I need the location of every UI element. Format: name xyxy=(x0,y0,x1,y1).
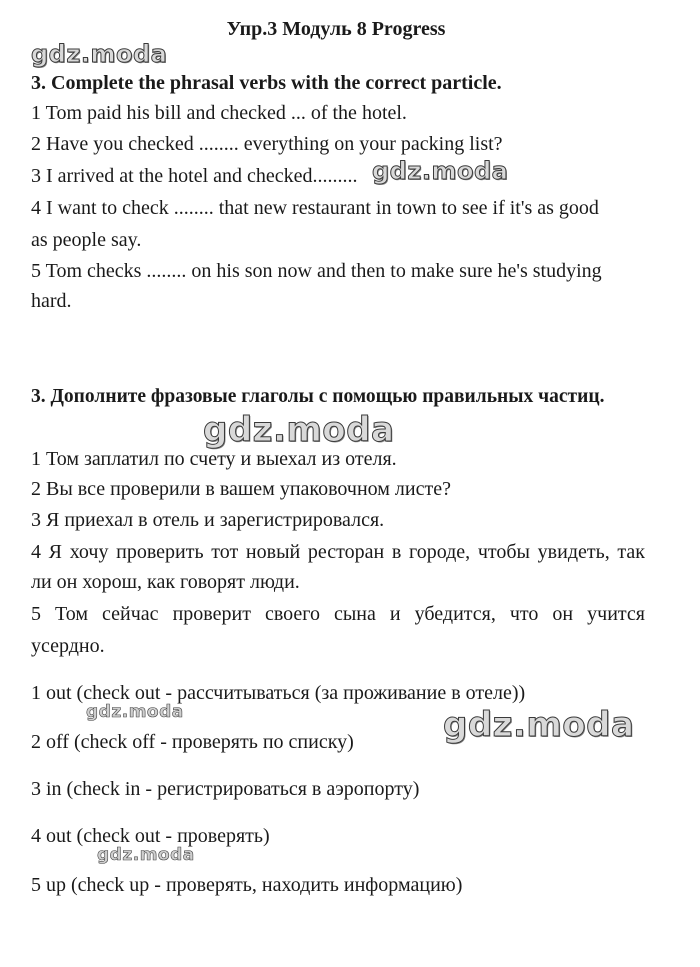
answer-1: 1 out (check out - рассчитываться (за проживание в отеле)) xyxy=(31,682,526,704)
english-sentence-1: 1 Tom paid his bill and checked ... of the hotel. xyxy=(31,102,407,124)
russian-sentence-2: 2 Вы все проверили в вашем упаковочном листе? xyxy=(31,478,451,500)
page-title: Упр.3 Модуль 8 Progress xyxy=(226,18,446,40)
russian-sentence-1: 1 Том заплатил по счету и выехал из отеля. xyxy=(31,448,397,470)
answer-2: 2 off (check off - проверять по списку) xyxy=(31,731,354,753)
watermark-logo: gdz.moda xyxy=(203,410,395,450)
english-sentence-4-cont: as people say. xyxy=(31,229,142,251)
english-sentence-5: 5 Tom checks ........ on his son now and then to make sure he's studying xyxy=(31,260,602,282)
answer-4: 4 out (check out - проверять) xyxy=(31,825,270,847)
english-sentence-3: 3 I arrived at the hotel and checked......... xyxy=(31,165,358,187)
russian-sentence-4: 4 Я хочу проверить тот новый ресторан в городе, чтобы увидеть, так xyxy=(31,541,645,563)
russian-sentence-5-cont: усердно. xyxy=(31,635,105,657)
answer-5: 5 up (check up - проверять, находить информацию) xyxy=(31,874,463,896)
watermark-logo: gdz.moda xyxy=(31,40,168,68)
russian-task-heading: 3. Дополните фразовые глаголы с помощью правильных частиц. xyxy=(31,386,605,407)
english-task-heading: 3. Complete the phrasal verbs with the correct particle. xyxy=(31,72,502,94)
watermark-logo: gdz.moda xyxy=(372,157,509,185)
russian-sentence-5: 5 Том сейчас проверит своего сына и убедится, что он учится xyxy=(31,603,645,625)
russian-sentence-3: 3 Я приехал в отель и зарегистрировался. xyxy=(31,509,385,531)
english-sentence-2: 2 Have you checked ........ everything on your packing list? xyxy=(31,133,503,155)
english-sentence-5-cont: hard. xyxy=(31,290,72,312)
answer-3: 3 in (check in - регистрироваться в аэропорту) xyxy=(31,778,420,800)
watermark-logo: gdz.moda xyxy=(86,702,184,722)
russian-sentence-4-cont: ли он хорош, как говорят люди. xyxy=(31,571,300,593)
watermark-logo: gdz.moda xyxy=(443,705,635,745)
english-sentence-4: 4 I want to check ........ that new restaurant in town to see if it's as good xyxy=(31,197,599,219)
watermark-logo: gdz.moda xyxy=(97,845,195,865)
